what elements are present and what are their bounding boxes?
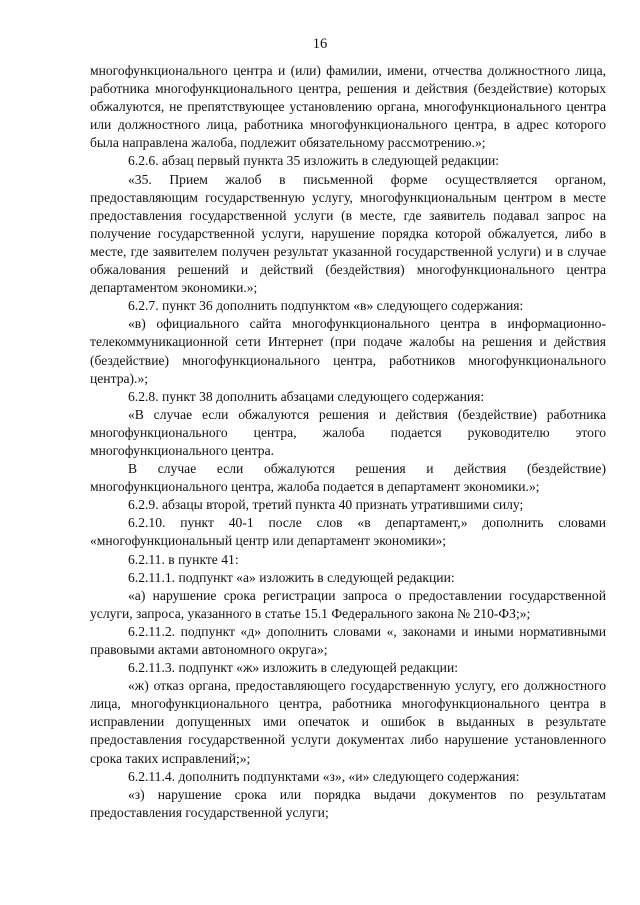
paragraph: 6.2.9. абзацы второй, третий пункта 40 признать утратившими силу; — [128, 497, 524, 513]
paragraph: 6.2.8. пункт 38 дополнить абзацами следующего содержания: — [128, 388, 485, 404]
paragraph: 6.2.11. в пункте 41: — [128, 551, 239, 567]
paragraph: 6.2.11.3. подпункт «ж» изложить в следующей редакции: — [128, 660, 458, 676]
paragraph: многофункционального центра и (или) фамилии, имени, отчества должностного лица, работника многофункционального центра, решения и действия (бездействие) которых обжалуются, не препятствующее установлению органа, многофункционального центра или должностного лица, работника многофункционального центра, в адрес которого была направлена жалоба, подлежит обязательному рассмотрению.»; — [90, 63, 606, 151]
paragraph: «а) нарушение срока регистрации запроса о предоставлении государственной услуги, запроса, указанного в статье 15.1 Федерального закона № 210-ФЗ;»; — [90, 587, 606, 621]
paragraph: «ж) отказ органа, предоставляющего государственную услугу, его должностного лица, многофункционального центра, работника многофункционального центра в исправлении допущенных ими опечаток и ошибок в выданных в результате предоставления государственной услуги документах либо нарушение установленного срока таких исправлений;»; — [90, 678, 606, 766]
paragraph: 6.2.7. пункт 36 дополнить подпунктом «в» следующего содержания: — [128, 298, 524, 314]
paragraph: 6.2.10. пункт 40-1 после слов «в департамент,» дополнить словами «многофункциональный центр или департамент экономики»; — [90, 515, 606, 549]
paragraph: «В случае если обжалуются решения и действия (бездействие) работника многофункционального центра, жалоба подается руководителю этого многофункционального центра. — [90, 406, 606, 458]
paragraph: 6.2.11.4. дополнить подпунктами «з», «и» следующего содержания: — [128, 768, 520, 784]
document-body — [90, 62, 606, 822]
paragraph: «в) официального сайта многофункционального центра в информационно-телекоммуникационной сети Интернет (при подаче жалобы на решения и действия (бездействие) многофункционального центра, работников многофункционального центра).»; — [90, 316, 606, 386]
paragraph: «35. Прием жалоб в письменной форме осуществляется органом, предоставляющим государственную услугу, многофункциональным центром в месте предоставления государственной услуги (в месте, где заявитель подавал запрос на получение государственной услуги, нарушение порядка которой обжалуется, либо в месте, где заявителем получен результат указанной государственной услуги) и в случае обжалования решений и действий (бездействия) многофункционального центра департаментом экономики.»; — [90, 171, 606, 296]
paragraph: 6.2.11.1. подпункт «а» изложить в следующей редакции: — [128, 569, 455, 585]
paragraph: 6.2.6. абзац первый пункта 35 изложить в следующей редакции: — [128, 153, 500, 169]
paragraph: В случае если обжалуются решения и действия (бездействие) многофункционального центра, жалоба подается в департамент экономики.»; — [90, 461, 606, 495]
page-number: 16 — [312, 36, 328, 52]
paragraph: 6.2.11.2. подпункт «д» дополнить словами «, законами и иными нормативными правовыми актами автономного округа»; — [90, 623, 606, 657]
paragraph: «з) нарушение срока или порядка выдачи документов по результатам предоставления государственной услуги; — [90, 786, 606, 820]
